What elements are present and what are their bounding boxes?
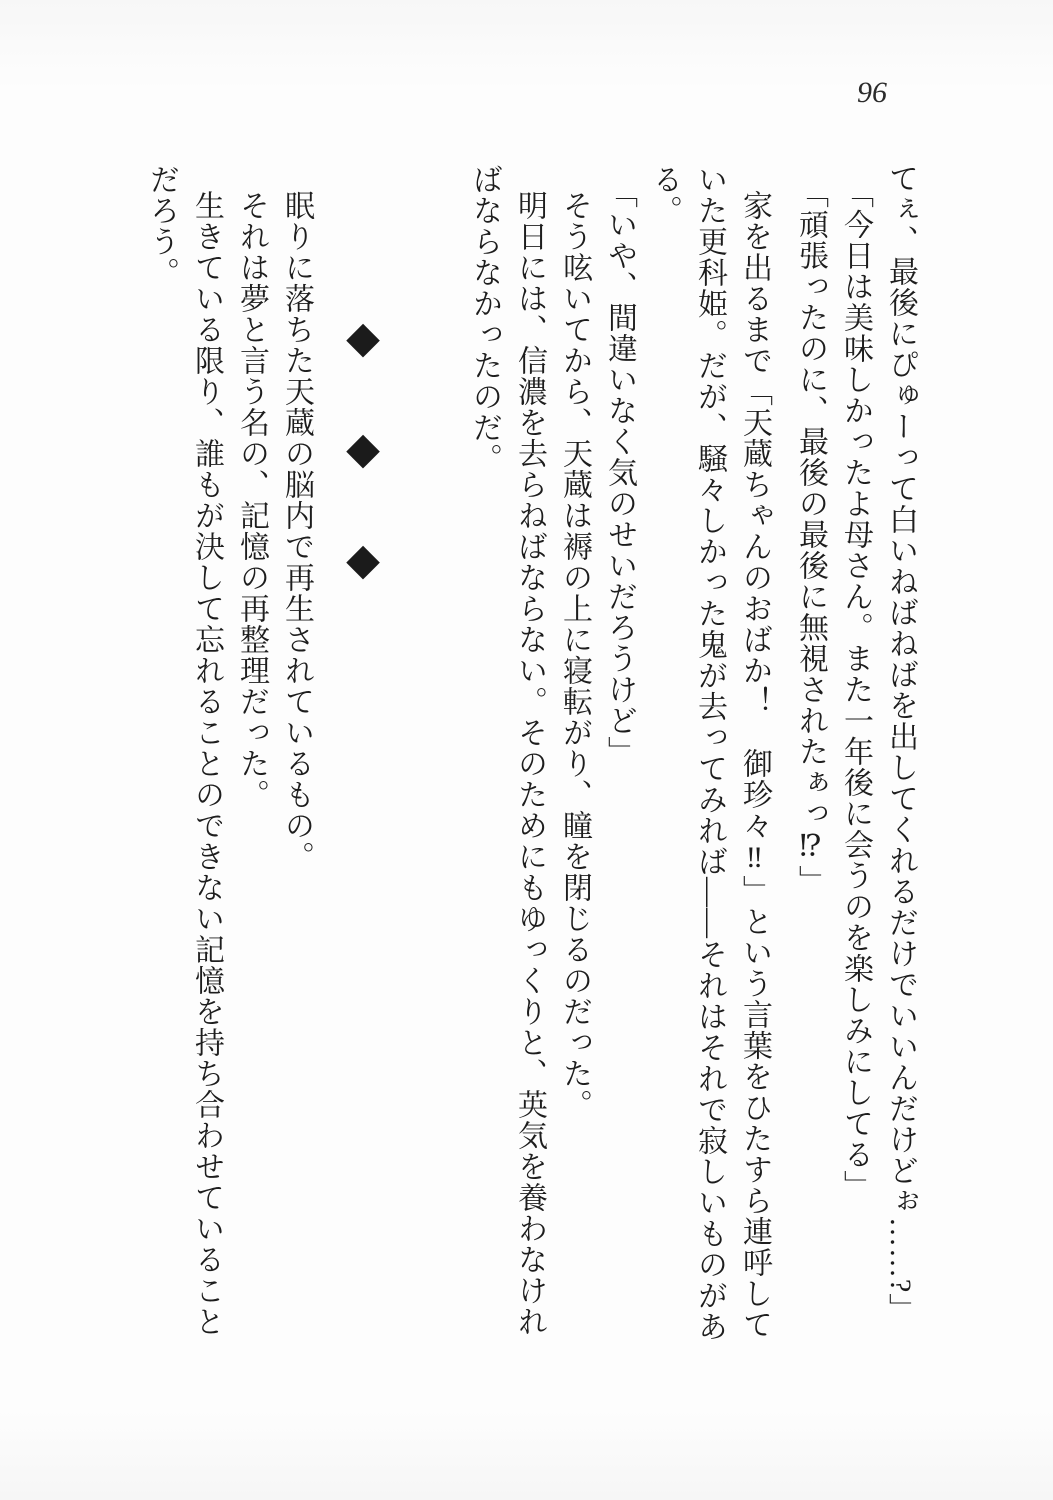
text-column-13: 生きている限り、誰もが決して忘れることのできない記憶を持ち合わせていること <box>190 190 223 1337</box>
text-column-12: それは夢と言う名の、記憶の再整理だった。 <box>235 190 268 810</box>
text-column-9: 明日には、信濃を去らねばならない。そのためにもゆっくりと、英気を養わなけれ <box>513 190 546 1337</box>
text-column-1: てぇ、最後にぴゅーって白いねばねばを出してくれるだけでいいんだけどぉ……?」 <box>884 163 917 1325</box>
diamond-icon: ◆ <box>346 312 380 363</box>
text-column-7: 「いや、間違いなく気のせいだろうけど」 <box>603 178 636 767</box>
text-column-5: いた更科姫。だが、騒々しかった鬼が去ってみれば——それはそれで寂しいものがあ <box>693 164 726 1342</box>
diamond-icon: ◆ <box>346 534 380 585</box>
text-column-8: そう呟いてから、天蔵は褥の上に寝転がり、瞳を閉じるのだった。 <box>558 190 591 1120</box>
text-column-3: 「頑張ったのに、最後の最後に無視されたぁっ⁉」 <box>794 178 827 896</box>
page-number: 96 <box>857 76 887 109</box>
text-column-4: 家を出るまで「天蔵ちゃんのおばか！ 御珍々‼」という言葉をひたすら連呼して <box>738 190 771 1340</box>
text-column-10: ばならなかったのだ。 <box>468 164 501 474</box>
text-column-14: だろう。 <box>145 164 178 288</box>
text-column-2: 「今日は美味しかったよ母さん。また一年後に会うのを楽しみにしてる」 <box>839 178 872 1201</box>
diamond-icon: ◆ <box>346 423 380 474</box>
section-separator <box>341 312 385 585</box>
text-column-6: る。 <box>648 164 681 226</box>
text-column-11: 眠りに落ちた天蔵の脳内で再生されているもの。 <box>280 190 313 872</box>
